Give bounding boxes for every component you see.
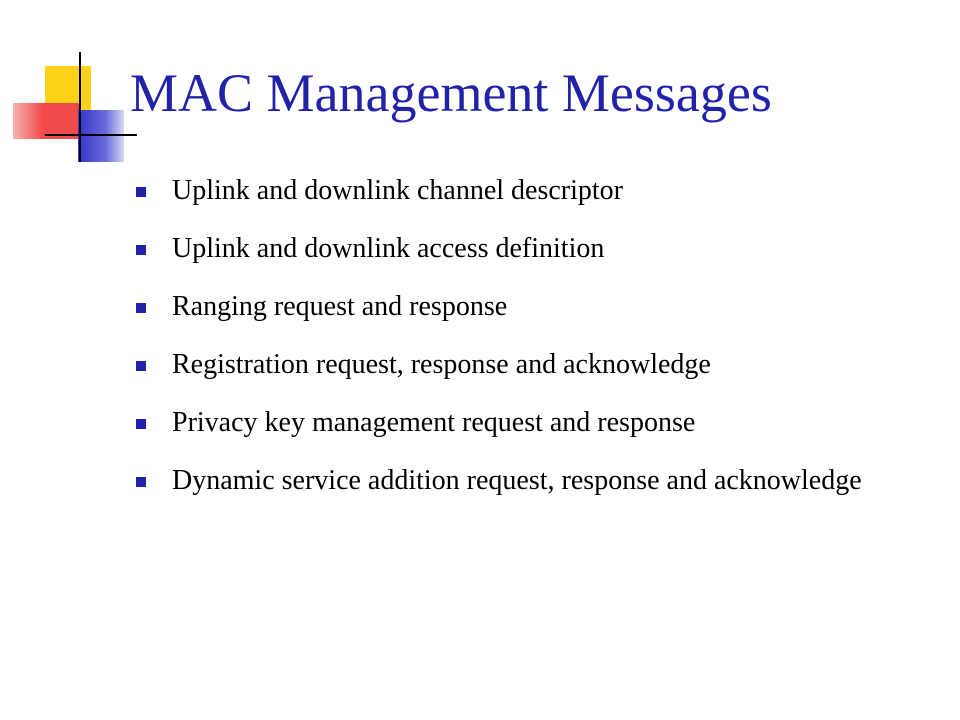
decorative-squares-logo-icon <box>0 0 140 170</box>
bullet-text: Ranging request and response <box>172 291 508 322</box>
square-bullet-icon <box>136 477 146 487</box>
slide-title: MAC Management Messages <box>130 63 772 123</box>
bullet-item <box>136 172 876 210</box>
square-bullet-icon <box>136 361 146 371</box>
bullet-item <box>136 288 876 326</box>
bullet-text: Dynamic service addition request, response and acknowledge <box>172 465 862 496</box>
bullet-item <box>136 404 876 442</box>
square-bullet-icon <box>136 187 146 197</box>
square-bullet-icon <box>136 303 146 313</box>
square-bullet-icon <box>136 419 146 429</box>
bullet-item <box>136 230 876 268</box>
bullet-text: Uplink and downlink channel descriptor <box>172 175 624 206</box>
bullet-list <box>136 172 876 520</box>
bullet-text: Registration request, response and acknowledge <box>172 349 711 380</box>
bullet-text: Uplink and downlink access definition <box>172 233 605 264</box>
bullet-item <box>136 346 876 384</box>
square-bullet-icon <box>136 245 146 255</box>
bullet-item <box>136 462 876 500</box>
bullet-text: Privacy key management request and response <box>172 407 696 438</box>
